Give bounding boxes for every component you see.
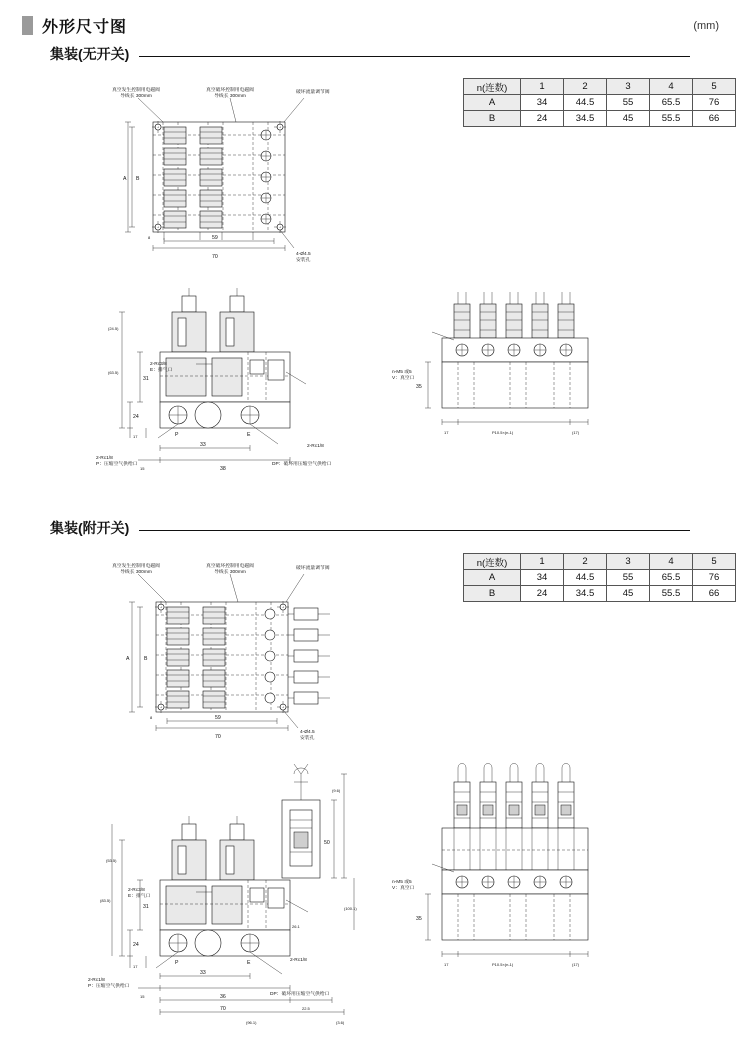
table-cell: 34 bbox=[521, 570, 564, 586]
svg-text:17: 17 bbox=[133, 434, 138, 439]
svg-text:E: E bbox=[247, 432, 251, 438]
svg-text:26.1: 26.1 bbox=[292, 924, 300, 929]
svg-text:35: 35 bbox=[416, 384, 422, 390]
svg-text:22.5: 22.5 bbox=[302, 1006, 310, 1011]
table-header-row bbox=[464, 554, 736, 570]
row-label: B bbox=[464, 111, 521, 127]
table-cell: 55 bbox=[607, 95, 650, 111]
svg-text:P: P bbox=[175, 432, 179, 438]
section-title-no-switch bbox=[50, 44, 690, 64]
table-cell: 34 bbox=[521, 95, 564, 111]
table-cell: 76 bbox=[693, 570, 736, 586]
callout-exhaust-2: 2-Rc3/8 E：排气口 bbox=[128, 888, 151, 899]
table-cell: 55 bbox=[607, 570, 650, 586]
table-row bbox=[464, 570, 736, 586]
callout-mount-2: 4-Ø4.5 安装孔 bbox=[300, 730, 315, 741]
svg-text:(17): (17) bbox=[572, 962, 580, 967]
table-cell: 24 bbox=[521, 111, 564, 127]
svg-text:E: E bbox=[247, 960, 251, 966]
section-rule bbox=[139, 56, 690, 57]
svg-text:(3.6): (3.6) bbox=[336, 1020, 345, 1025]
table-cell: 66 bbox=[693, 111, 736, 127]
table-row bbox=[464, 95, 736, 111]
table-header-cell: 3 bbox=[607, 79, 650, 95]
svg-text:15: 15 bbox=[140, 994, 145, 999]
table-row bbox=[464, 111, 736, 127]
callout-mount-1: 4-Ø4.5 安装孔 bbox=[296, 252, 311, 263]
svg-text:50: 50 bbox=[324, 840, 330, 846]
table-header-cell: 4 bbox=[650, 79, 693, 95]
svg-text:33: 33 bbox=[200, 442, 206, 448]
table-cell: 66 bbox=[693, 586, 736, 602]
svg-text:24: 24 bbox=[133, 942, 139, 948]
table-cell: 65.5 bbox=[650, 570, 693, 586]
callout-top-right-1: 破坏流量调节阀 bbox=[296, 90, 330, 95]
table-header-cell: 2 bbox=[564, 79, 607, 95]
callout-top-right-2: 破坏流量调节阀 bbox=[296, 566, 330, 571]
svg-text:P: P bbox=[175, 960, 179, 966]
section-label: 集装(附开关) bbox=[50, 520, 130, 536]
svg-text:P10.5×(n-1): P10.5×(n-1) bbox=[492, 430, 514, 435]
table-header-cell: 2 bbox=[564, 554, 607, 570]
table-header-cell: n(连数) bbox=[464, 79, 521, 95]
svg-text:P10.5×(n-1): P10.5×(n-1) bbox=[492, 962, 514, 967]
drawing-side-with-switch bbox=[396, 762, 656, 1022]
table-header-cell: 1 bbox=[521, 554, 564, 570]
callout-exhaust-1: 2-Rc3/8 E：排气口 bbox=[150, 362, 173, 373]
table-cell: 65.5 bbox=[650, 95, 693, 111]
section-rule bbox=[139, 530, 690, 531]
table-cell: 55.5 bbox=[650, 586, 693, 602]
svg-text:A: A bbox=[126, 656, 130, 662]
callout-top-left-1: 真空发生控制用电磁阀 导线长 300mm bbox=[112, 88, 160, 99]
svg-text:59: 59 bbox=[215, 715, 221, 721]
page-title-text: 外形尺寸图 bbox=[42, 19, 128, 36]
svg-text:17: 17 bbox=[444, 962, 449, 967]
table-cell: 34.5 bbox=[564, 111, 607, 127]
callout-vacuum-port-2: n-M5 或5 V：真空口 bbox=[392, 880, 415, 891]
svg-text:17: 17 bbox=[444, 430, 449, 435]
table-header-cell: n(连数) bbox=[464, 554, 521, 570]
svg-text:(96.1): (96.1) bbox=[246, 1020, 257, 1025]
svg-text:17: 17 bbox=[133, 964, 138, 969]
svg-text:B: B bbox=[136, 176, 140, 182]
row-label: A bbox=[464, 570, 521, 586]
svg-text:35: 35 bbox=[416, 916, 422, 922]
section-title-with-switch bbox=[50, 518, 690, 538]
spec-table-no-switch bbox=[463, 78, 736, 127]
callout-vacuum-port-1: n-M5 或5 V：真空口 bbox=[392, 370, 415, 381]
title-accent-bar bbox=[22, 16, 33, 35]
table-cell: 44.5 bbox=[564, 570, 607, 586]
callout-rc18-1: 2-Rc1/8 bbox=[307, 444, 324, 449]
callout-top-mid-2: 真空破坏控制用电磁阀 导线长 300mm bbox=[206, 564, 254, 575]
table-cell: 76 bbox=[693, 95, 736, 111]
table-header-cell: 4 bbox=[650, 554, 693, 570]
svg-text:(9.6): (9.6) bbox=[332, 788, 341, 793]
svg-text:8: 8 bbox=[148, 235, 151, 240]
page-title bbox=[22, 14, 127, 37]
svg-text:70: 70 bbox=[212, 254, 218, 260]
svg-text:31: 31 bbox=[143, 904, 149, 910]
svg-text:8: 8 bbox=[150, 715, 153, 720]
svg-text:(63.5): (63.5) bbox=[108, 370, 119, 375]
table-cell: 34.5 bbox=[564, 586, 607, 602]
svg-text:(17): (17) bbox=[572, 430, 580, 435]
table-header-cell: 5 bbox=[693, 554, 736, 570]
svg-text:36: 36 bbox=[220, 994, 226, 1000]
svg-text:B: B bbox=[144, 656, 148, 662]
table-header-cell: 1 bbox=[521, 79, 564, 95]
drawing-side-no-switch bbox=[396, 288, 656, 488]
section-label: 集装(无开关) bbox=[50, 46, 130, 62]
svg-text:33: 33 bbox=[200, 970, 206, 976]
table-cell: 45 bbox=[607, 111, 650, 127]
callout-supply-1: 2-Rc1/8 P：压缩空气供给口 bbox=[96, 456, 138, 467]
svg-text:(24.5): (24.5) bbox=[108, 326, 119, 331]
callout-supply-2: 2-Rc1/8 P：压缩空气供给口 bbox=[88, 978, 130, 989]
svg-text:70: 70 bbox=[220, 1006, 226, 1012]
svg-text:(53.5): (53.5) bbox=[106, 858, 117, 863]
svg-text:(100.1): (100.1) bbox=[344, 906, 357, 911]
table-cell: 45 bbox=[607, 586, 650, 602]
svg-text:15: 15 bbox=[140, 466, 145, 471]
drawing-plan-no-switch bbox=[108, 80, 328, 290]
svg-text:24: 24 bbox=[133, 414, 139, 420]
table-row bbox=[464, 586, 736, 602]
svg-text:31: 31 bbox=[143, 376, 149, 382]
svg-text:38: 38 bbox=[220, 466, 226, 472]
table-header-cell: 3 bbox=[607, 554, 650, 570]
svg-text:(83.5): (83.5) bbox=[100, 898, 111, 903]
row-label: B bbox=[464, 586, 521, 602]
unit-label: (mm) bbox=[693, 20, 719, 32]
callout-dp-1: DP：破坏用压缩空气供给口 bbox=[272, 462, 332, 467]
svg-text:70: 70 bbox=[215, 734, 221, 740]
table-header-row bbox=[464, 79, 736, 95]
callout-top-left-2: 真空发生控制用电磁阀 导线长 300mm bbox=[112, 564, 160, 575]
table-cell: 55.5 bbox=[650, 111, 693, 127]
callout-top-mid-1: 真空破坏控制用电磁阀 导线长 300mm bbox=[206, 88, 254, 99]
svg-text:A: A bbox=[123, 176, 127, 182]
table-cell: 24 bbox=[521, 586, 564, 602]
callout-rc18-2: 2-Rc1/8 bbox=[290, 958, 307, 963]
spec-table-with-switch bbox=[463, 553, 736, 602]
svg-text:59: 59 bbox=[212, 235, 218, 241]
row-label: A bbox=[464, 95, 521, 111]
table-header-cell: 5 bbox=[693, 79, 736, 95]
callout-dp-2: DP：破坏用压缩空气供给口 bbox=[270, 992, 330, 997]
table-cell: 44.5 bbox=[564, 95, 607, 111]
